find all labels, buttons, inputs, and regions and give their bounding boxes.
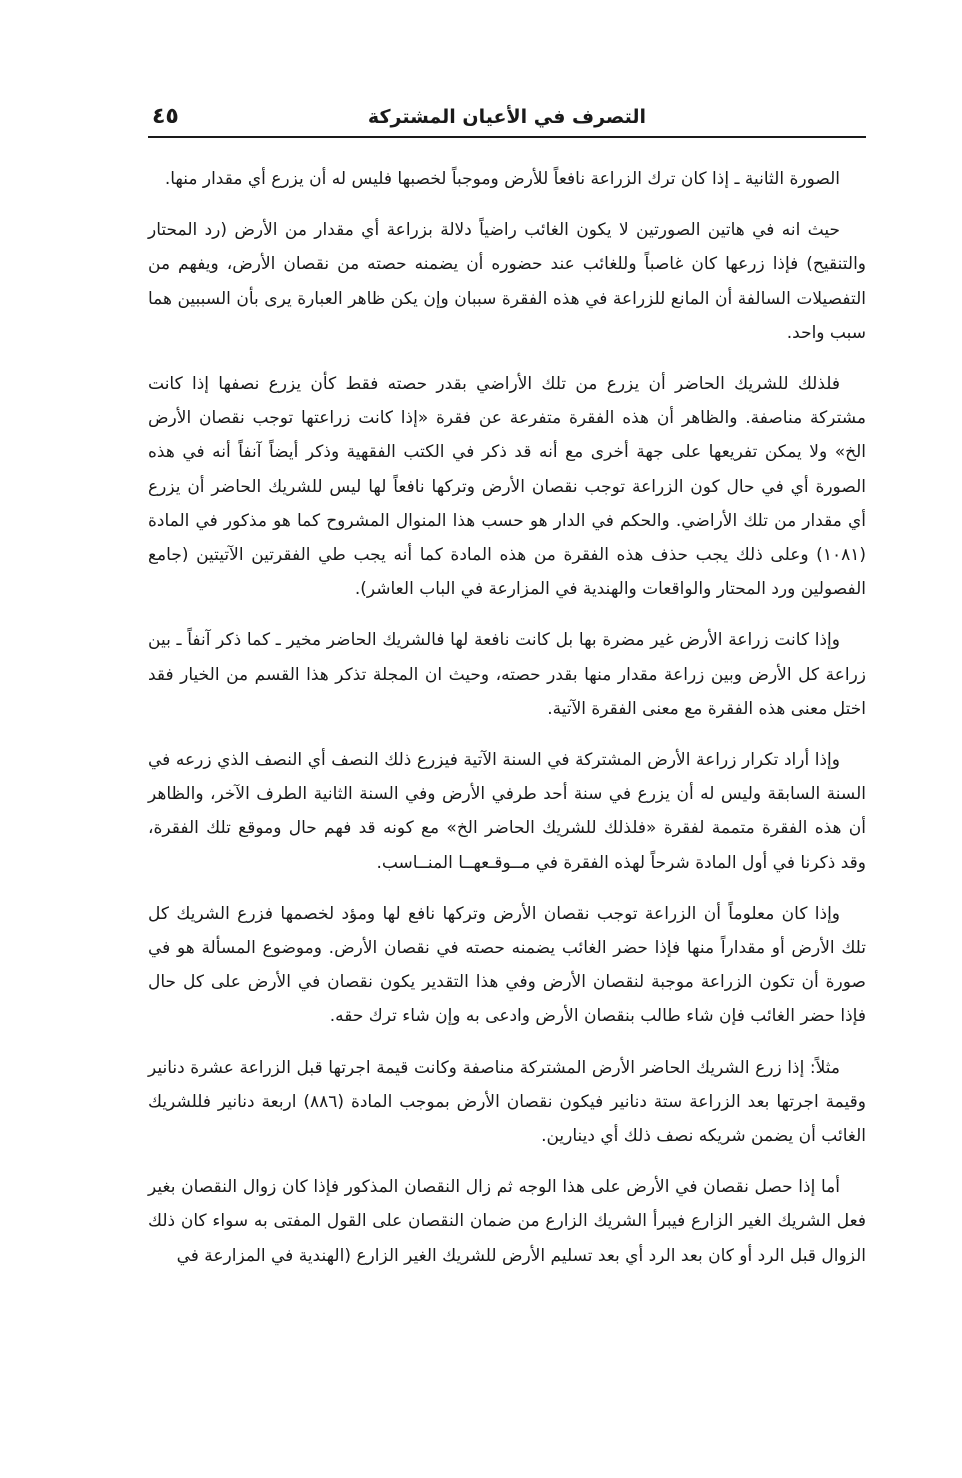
body-text	[148, 162, 866, 1273]
paragraph-2: حيث انه في هاتين الصورتين لا يكون الغائب راضياً دلالة بزراعة أي مقدار من الأرض (رد المحتار والتنقيح) فإذا زرعها كان غاصباً وللغائب عند حضوره أن يضمنه حصته من نقصان الأرض، ويفهم من التفصيلات السالفة أن المانع للزراعة في هذه الفقرة سببان وإن يكن ظاهر العبارة يرى بأن السببين هما سبب واحد.	[148, 220, 866, 343]
paragraph-5: وإذا أراد تكرار زراعة الأرض المشتركة في السنة الآتية فيزرع ذلك النصف أي النصف الذي زرعه في السنة السابقة وليس له أن يزرع في سنة أحد طرفي الأرض وفي السنة الثانية الطرف الآخر، والظاهر أن هذه الفقرة متممة لفقرة «فلذلك للشريك الحاضر الخ» مع كونه قد فهم حال وموقع تلك الفقرة، وقد ذكرنا في أول المادة شرحاً لهذه الفقرة في مــوقـعهــا المنــاسب.	[148, 750, 866, 873]
paragraph-1: الصورة الثانية ـ إذا كان ترك الزراعة نافعاً للأرض وموجباً لخصبها فليس له أن يزرع أي مقدار منها.	[164, 169, 840, 189]
running-header	[148, 96, 866, 138]
paragraph-8: أما إذا حصل نقصان في الأرض على هذا الوجه ثم زال النقصان المذكور فإذا كان زوال النقصان بغير فعل الشريك الغير الزارع فيبرأ الشريك الزارع من ضمان النقصان على القول المفتى به سواء كان ذلك الزوال قبل الرد أو كان بعد الرد أي بعد تسليم الأرض للشريك الغير الزارع (الهندية في المزارعة في	[148, 1177, 866, 1266]
paragraph-3: فلذلك للشريك الحاضر أن يزرع من تلك الأراضي بقدر حصته فقط كأن يزرع نصفها إذا كانت مشتركة مناصفة. والظاهر أن هذه الفقرة متفرعة عن فقرة «إذا كانت زراعتها توجب نقصان الأرض الخ» ولا يمكن تفريعها على جهة أخرى مع أنه قد ذكر في الكتب الفقهية وذكر أيضاً آنفاً أنه في هذه الصورة أي في حال كون الزراعة توجب نقصان الأرض وتركها نافعاً لها ليس للشريك الحاضر أن يزرع أي مقدار من تلك الأراضي. والحكم في الدار هو حسب هذا المنوال المشروح كما هو مذكور في المادة (١٠٨١) وعلى ذلك يجب حذف هذه الفقرة من هذه المادة كما أنه يجب طي الفقرتين الآتيتين (جامع الفصولين ورد المحتار والواقعات والهندية في المزارعة في الباب العاشر).	[148, 374, 866, 600]
paragraph-4: وإذا كانت زراعة الأرض غير مضرة بها بل كانت نافعة لها فالشريك الحاضر مخير ـ كما ذكر آنفاً ـ بين زراعة كل الأرض وبين زراعة مقدار منها بقدر حصته، وحيث ان المجلة تذكر هذا القسم من الخيار فقد اختل معنى هذه الفقرة مع معنى الفقرة الآتية.	[148, 630, 866, 719]
page-number: ٤٥	[152, 104, 179, 129]
paragraph-7: مثلاً: إذا زرع الشريك الحاضر الأرض المشتركة مناصفة وكانت قيمة اجرتها قبل الزراعة عشرة دنانير وقيمة اجرتها بعد الزراعة ستة دنانير فيكون نقصان الأرض بموجب المادة (٨٨٦) اربعة دنانير فللشريك الغائب أن يضمن شريكه نصف ذلك أي دينارين.	[148, 1057, 866, 1147]
running-title: التصرف في الأعيان المشتركة	[367, 106, 647, 128]
paragraph-6: وإذا كان معلوماً أن الزراعة توجب نقصان الأرض وتركها نافع لها ومؤد لخصمها فزرع الشريك كل تلك الأرض أو مقداراً منها فإذا حضر الغائب يضمنه حصته في نقصان الأرض. وموضوع المسألة هو في صورة أن تكون الزراعة موجبة لنقصان الأرض وفي هذا التقدير يكون نقصان في الأرض على كل حال فإذا حضر الغائب فإن شاء طالب بنقصان الأرض وادعى به وإن شاء ترك حقه.	[148, 903, 866, 1027]
book-page	[148, 96, 866, 1290]
